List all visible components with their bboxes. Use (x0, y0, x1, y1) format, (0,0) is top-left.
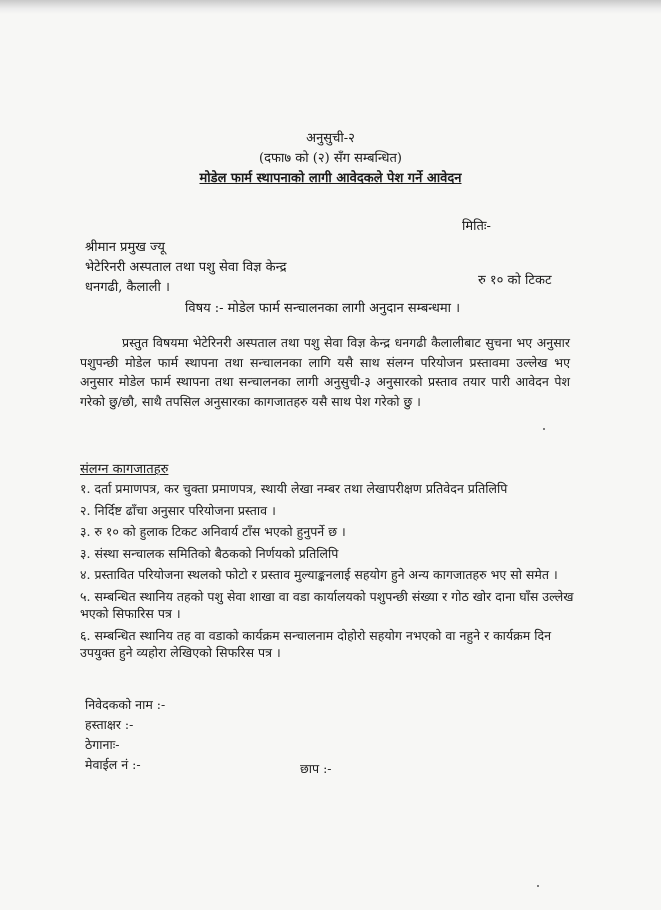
attachment-item: २. निर्दिष्ट ढाँचा अनुसार परियोजना प्रस्ताव । (80, 502, 276, 518)
attachment-item: ३. रु १० को हुलाक टिकट अनिवार्य टाँस भएको हुनुपर्ने छ । (80, 524, 346, 539)
addressee-line-2: भेटेरिनरी अस्पताल तथा पशु सेवा विज्ञ केन्द्र (85, 260, 287, 275)
attachment-item: १. दर्ता प्रमाणपत्र, कर चुक्ता प्रमाणपत्र, स्थायी लेखा नम्बर तथा लेखापरीक्षण प्रतिवेदन प्रतिलिपि (80, 481, 508, 496)
applicant-name-label: निवेदकको नाम :- (85, 697, 166, 712)
scan-speck (543, 428, 545, 430)
date-label: मितिः- (462, 219, 491, 234)
signature-label: हस्ताक्षर :- (85, 717, 134, 732)
body-paragraph: प्रस्तुत विषयमा भेटेरिनरी अस्पताल तथा पशु सेवा विज्ञ केन्द्र धनगढी कैलालीबाट सुचना भए अनुसार पशुपन्छी मोडेल फार्म स्थापना तथा सन्चालनका लागि यसै साथ संलग्न परियोजन प्रस्तावमा उल्लेख भए अनुसार मोडेल फार्म स्थापना तथा सन्चालनका लागी अनुसुची-३ अनुसारको प्रस्ताव तयार पारी आवेदन पेश गरेको छु/छौ, साथै तपसिल अनुसारका कागजातहरु यसै साथ पेश गरेको छु । (80, 335, 570, 409)
subject-line: विषय :- मोडेल फार्म सन्चालनका लागी अनुदान सम्बन्धमा । (185, 301, 461, 316)
seal-label: छाप :- (300, 761, 332, 776)
section-reference: (दफा७ को (२) सँग सम्बन्धित) (259, 151, 402, 166)
addressee-line-3: धनगढी, कैलाली । (85, 280, 170, 295)
attachment-item: ३. संस्था सन्चालक समितिको बैठकको निर्णयको प्रतिलिपि (80, 545, 339, 561)
form-title: मोडेल फार्म स्थापनाको लागी आवेदकले पेश गर्ने आवेदन (199, 171, 462, 186)
address-label: ठेगानाः- (85, 737, 120, 752)
attachment-item: ४. प्रस्तावित परियोजना स्थलको फोटो र प्रस्ताव मुल्याङ्कनलाई सहयोग हुने अन्य कागजातहरु भए सो समेत । (80, 567, 558, 582)
attachments-heading: संलग्न कागजातहरु (80, 462, 169, 477)
scan-speck (537, 885, 539, 887)
attachment-item: ५. सम्बन्धित स्थानिय तहको पशु सेवा शाखा वा वडा कार्यालयको पशुपन्छी संख्या र गोठ खोर दाना घाँस उल्लेख भएको सिफारिस पत्र । (80, 588, 574, 621)
attachment-item: ६. सम्बन्धित स्थानिय तह वा वडाको कार्यक्रम सन्चालनाम दोहोरो सहयोग नभएको वा नहुने र कार्यक्रम दिन उपयुक्त हुने व्यहोरा लेखिएको सिफरिस पत्र । (80, 627, 552, 660)
attachments-list (80, 480, 580, 666)
scan-top-edge (0, 0, 661, 14)
mobile-label: मेवाईल नं :- (85, 757, 141, 772)
stamp-note: रु १० को टिकट (478, 273, 552, 288)
addressee-line-1: श्रीमान प्रमुख ज्यू (85, 240, 165, 255)
schedule-number: अनुसुची-२ (306, 131, 355, 146)
